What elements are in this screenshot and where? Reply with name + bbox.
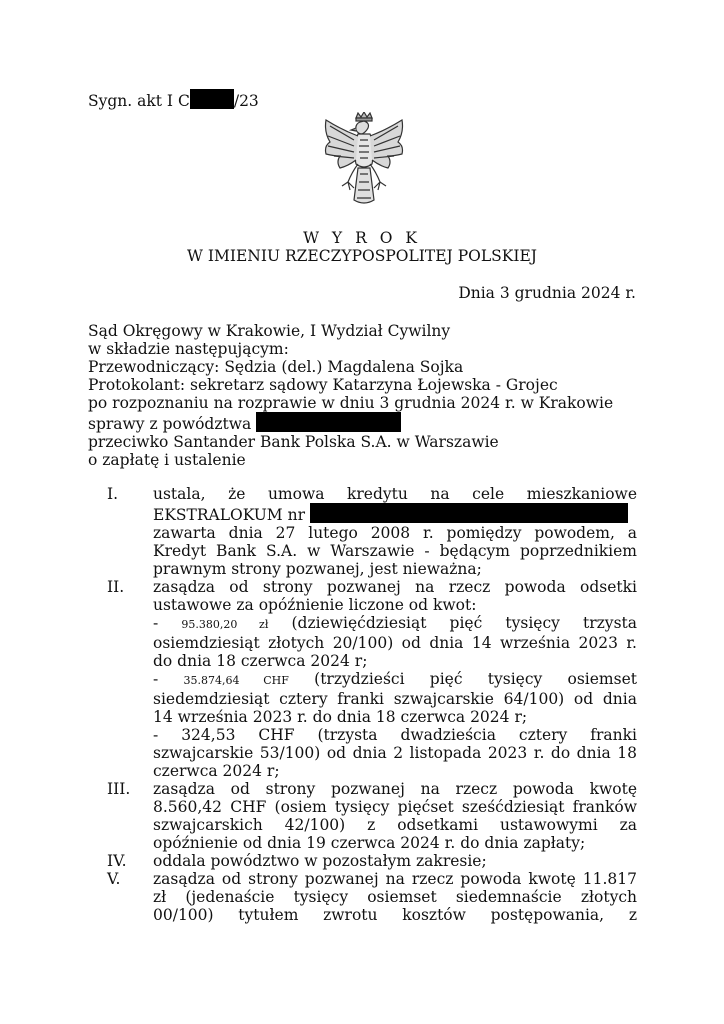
item-line: siedemdziesiąt cztery franki szwajcarskie 64/100) od dnia [153,690,637,708]
presiding-judge: Przewodniczący: Sędzia (del.) Magdalena Sojka [88,358,464,376]
item-number: V. [107,870,121,888]
contract-label: EKSTRALOKUM nr [153,506,305,524]
item-line: osiemdziesiąt złotych 20/100) od dnia 14 września 2023 r. [153,634,637,652]
intro-block [88,322,648,469]
item-line: ustawowe za opóźnienie liczone od kwot: [153,596,477,614]
plaintiff-prefix: sprawy z powództwa [88,415,252,433]
item-line: zasądza od strony pozwanej na rzecz powoda kwotę [153,780,637,798]
item-line: 14 września 2023 r. do dnia 18 czerwca 2024 r; [153,708,528,726]
item-line: czerwca 2024 r; [153,762,280,780]
list-item [107,870,637,924]
item-line: szwajcarskich 42/100) z odsetkami ustawowymi za [153,816,637,834]
polish-eagle-emblem [320,112,408,208]
amount-value: 35.874,64 CHF [183,674,289,687]
item-line: do dnia 18 czerwca 2024 r; [153,652,368,670]
item-line: Kredyt Bank S.A. w Warszawie - będącym poprzednikiem [153,542,637,560]
item-line: zł (jedenaście tysięcy osiemset siedemnaście złotych [153,888,637,906]
case-signature [88,89,259,110]
court-name: Sąd Okręgowy w Krakowie, I Wydział Cywilny [88,322,451,340]
amount-value: 95.380,20 zł [181,618,269,631]
defendant-line: przeciwko Santander Bank Polska S.A. w Warszawie [88,433,499,451]
case-signature-suffix: /23 [233,92,259,110]
item-body [153,852,637,870]
item-line: 00/100) tytułem zwrotu kosztów postępowania, z [153,906,637,924]
amount-words: (dziewięćdziesiąt pięć tysięcy trzysta [291,614,637,632]
court-clerk: Protokolant: sekretarz sądowy Katarzyna Łojewska - Grojec [88,376,558,394]
subject-line: o zapłatę i ustalenie [88,451,246,469]
item-body [153,578,637,780]
item-line: zawarta dnia 27 lutego 2008 r. pomiędzy powodem, a [153,524,637,542]
amount-line [153,670,637,690]
list-item [107,485,637,578]
item-line: opóźnienie od dnia 19 czerwca 2024 r. do dnia zapłaty; [153,834,586,852]
dash: - [153,614,159,632]
item-line: 8.560,42 CHF (osiem tysięcy pięćset sześćdziesiąt franków [153,798,637,816]
verdict-date: Dnia 3 grudnia 2024 r. [458,284,636,302]
verdict-items [107,485,637,924]
list-item [107,780,637,852]
amount-line: - 324,53 CHF (trzysta dwadzieścia cztery franki [153,726,637,744]
item-line [153,503,637,524]
item-line: zasądza od strony pozwanej na rzecz powoda odsetki [153,578,637,596]
item-number: I. [107,485,119,503]
verdict-title: W Y R O K [303,229,421,247]
item-number: III. [107,780,131,798]
list-item [107,852,637,870]
item-line: oddala powództwo w pozostałym zakresie; [153,852,487,870]
verdict-heading [0,229,724,265]
dash: - [153,670,159,688]
item-number: II. [107,578,125,596]
item-line: prawnym strony pozwanej, jest nieważna; [153,560,482,578]
composition-label: w składzie następującym: [88,340,289,358]
item-line: zasądza od strony pozwanej na rzecz powoda kwotę 11.817 [153,870,637,888]
amount-words: (trzydzieści pięć tysięcy osiemset [314,670,637,688]
item-body [153,485,637,578]
list-item [107,578,637,780]
item-body [153,780,637,852]
item-body [153,870,637,924]
verdict-subtitle: W IMIENIU RZECZYPOSPOLITEJ POLSKIEJ [187,247,537,265]
hearing-line: po rozpoznaniu na rozprawie w dniu 3 grudnia 2024 r. w Krakowie [88,394,614,412]
item-line: szwajcarskie 53/100) od dnia 2 listopada 2023 r. do dnia 18 [153,744,637,762]
item-line: ustala, że umowa kredytu na cele mieszkaniowe [153,485,637,503]
redaction-bar [190,89,234,109]
case-signature-prefix: Sygn. akt I C [88,92,190,110]
item-number: IV. [107,852,127,870]
redaction-bar [310,503,628,523]
amount-line [153,614,637,634]
plaintiff-line [88,412,648,433]
redaction-bar [256,412,401,432]
